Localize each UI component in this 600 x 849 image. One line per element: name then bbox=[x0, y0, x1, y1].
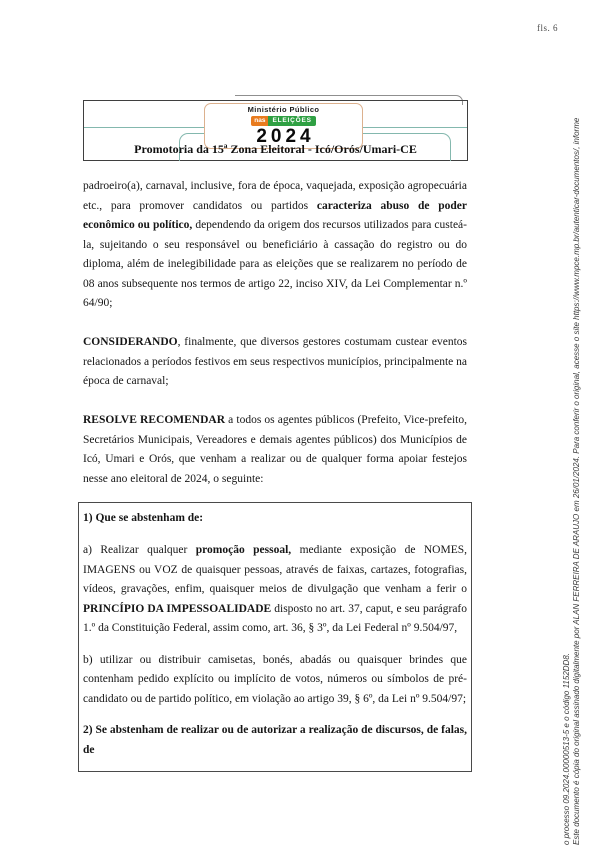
logo-badges bbox=[251, 116, 315, 126]
logo-badge-eleicoes: ELEIÇÕES bbox=[268, 116, 315, 126]
signature-note-line-1: Este documento é cópia do original assinado digitalmente por ALAN FERREIRA DE ARAUJO em 26/01/2024. Para conferir o original, acesse o site https://www.mpce.mp.br/autenticar-documentos/, informe bbox=[572, 117, 581, 845]
paragraph-segment: mediante exposição de NOMES, IMAGENS ou VOZ de quaisquer pessoas, através de faixas, cartazes, fotografias, vídeos, gravações, enfim, quaisquer meios de divulgação que venham a ferir o bbox=[83, 544, 467, 595]
digital-signature-note bbox=[562, 38, 582, 845]
paragraph-segment-bold: PRINCÍPIO DA IMPESSOALIDADE bbox=[83, 602, 272, 615]
recommendation-box bbox=[78, 502, 472, 773]
paragraph-considerando bbox=[83, 333, 467, 392]
box-item-a bbox=[83, 541, 467, 639]
paragraph-segment: , finalmente, que diversos gestores costumam custear eventos relacionados a períodos festivos em seus respectivos municípios, principalmente na época de carnaval; bbox=[83, 336, 467, 387]
paragraph-segment-bold: caracteriza abuso de poder econômico ou político, bbox=[83, 199, 467, 231]
paragraph-segment: padroeiro(a), carnaval, inclusive, fora de época, vaquejada, exposição agropecuária etc., para promover candidatos ou partidos bbox=[83, 180, 467, 212]
paragraph-segment: disposto no art. 37, caput, e seu parágrafo 1.º da Constituição Federal, assim como, art. 36, § 3º, da Lei Federal nº 9.504/97, bbox=[83, 602, 468, 634]
box-item-b bbox=[83, 651, 467, 710]
document-body bbox=[83, 177, 467, 772]
paragraph-segment: dependendo da origem dos recursos utilizados para custeá-la, sujeitando o seu responsável ou beneficiário à cassação do registro ou do diploma, além de inelegibilidade para as eleições que se realizarem no período de 08 anos subsequente nos termos de artigo 22, inciso XIV, da Lei Complementar n.º 64/90; bbox=[83, 219, 467, 309]
signature-note-line-2: o processo 09.2024.00000513-5 e o código 1152DD8. bbox=[562, 653, 571, 845]
page-folio-number: fls. 6 bbox=[537, 23, 558, 33]
paragraph-continuation bbox=[83, 177, 467, 314]
logo-badge-nas: nas bbox=[251, 116, 268, 126]
paragraph-segment: a todos os agentes públicos (Prefeito, Vice-prefeito, Secretários Municipais, Vereadores e demais agentes públicos) dos Municípios de Icó, Umari e Orós, que venham a realizar ou de qualquer forma apoiar festejos nesse ano eleitoral de 2024, o seguinte: bbox=[83, 414, 467, 485]
paragraph-segment: a) Realizar qualquer bbox=[83, 544, 196, 556]
box-item-2: 2) Se abstenham de realizar ou de autorizar a realização de discursos, de falas, de bbox=[83, 724, 467, 756]
paragraph-segment-bold: RESOLVE RECOMENDAR bbox=[83, 414, 226, 426]
paragraph-segment-bold: promoção pessoal, bbox=[195, 544, 292, 556]
letterhead-title: Promotoria da 15ª Zona Eleitoral - Icó/Orós/Umari-CE bbox=[134, 142, 417, 156]
logo-org-text: Ministério Público bbox=[247, 105, 320, 115]
paragraph-segment-bold: CONSIDERANDO bbox=[83, 336, 178, 348]
paragraph-segment: b) utilizar ou distribuir camisetas, bonés, abadás ou quaisquer brindes que contenham pedido explícito ou implícito de votos, números ou símbolos de pré-candidato ou de partido político, em violação ao artigo 39, § 6º, da Lei nº 9.504/97; bbox=[83, 653, 467, 705]
box-heading: 1) Que se abstenham de: bbox=[83, 511, 204, 524]
paragraph-resolve-recomendar bbox=[83, 411, 467, 489]
logo-year-text: 2024 bbox=[256, 125, 315, 147]
